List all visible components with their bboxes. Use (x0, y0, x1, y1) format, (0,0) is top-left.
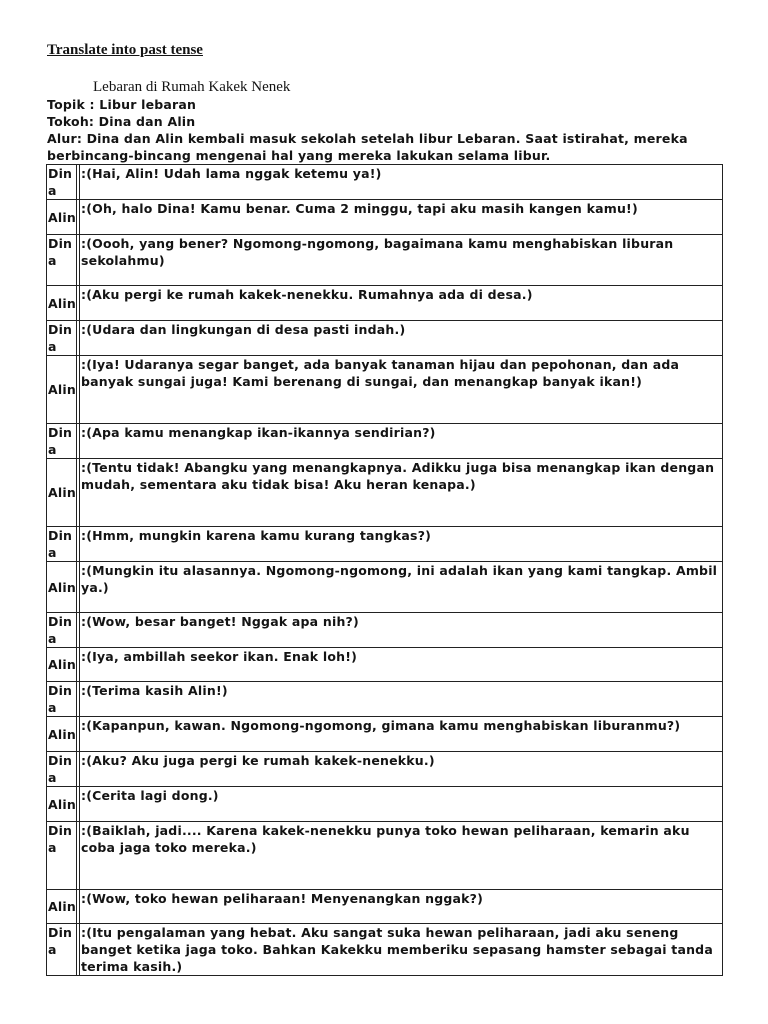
speaker-fragment: a (48, 253, 57, 268)
dialog-row (47, 286, 723, 321)
dialog-table (46, 164, 723, 976)
topic-line: Topik : Libur lebaran (47, 97, 197, 112)
speaker-cell: Alin (47, 286, 77, 321)
speaker-fragment: a (48, 339, 57, 354)
speaker-fragment: a (48, 183, 57, 198)
dialog-row (47, 321, 723, 356)
dialog-text-cell: :(Iya, ambillah seekor ikan. Enak loh!) (80, 648, 723, 682)
dialog-row (47, 459, 723, 527)
speaker-fragment: Din (48, 614, 73, 629)
speaker-fragment: a (48, 942, 57, 957)
speaker-fragment: a (48, 700, 57, 715)
dialog-row (47, 924, 723, 976)
speaker-cell (47, 682, 77, 717)
dialog-row (47, 787, 723, 822)
speaker-fragment: a (48, 631, 57, 646)
speaker-cell: Alin (47, 890, 77, 924)
dialog-row (47, 562, 723, 613)
dialog-row (47, 356, 723, 424)
dialog-row (47, 613, 723, 648)
dialog-text-cell: :(Aku pergi ke rumah kakek-nenekku. Rumahnya ada di desa.) (80, 286, 723, 321)
dialog-text-cell: :(Iya! Udaranya segar banget, ada banyak tanaman hijau dan pepohonan, dan ada banyak sungai juga! Kami berenang di sungai, dan menangkap banyak ikan!) (80, 356, 723, 424)
dialog-text-cell: :(Hmm, mungkin karena kamu kurang tangkas?) (80, 527, 723, 562)
dialog-text-cell: :(Tentu tidak! Abangku yang menangkapnya. Adikku juga bisa menangkap ikan dengan mudah, sementara aku tidak bisa! Aku heran kenapa.) (80, 459, 723, 527)
dialog-text-cell: :(Hai, Alin! Udah lama nggak ketemu ya!) (80, 165, 723, 200)
speaker-fragment: a (48, 770, 57, 785)
dialog-text-cell: :(Wow, besar banget! Nggak apa nih?) (80, 613, 723, 648)
speaker-cell: Alin (47, 787, 77, 822)
speaker-fragment: Din (48, 236, 73, 251)
dialog-text-cell: :(Baiklah, jadi.... Karena kakek-nenekku punya toko hewan peliharaan, kemarin aku coba jaga toko mereka.) (80, 822, 723, 890)
page-heading: Translate into past tense (47, 42, 203, 58)
dialog-text-cell: :(Aku? Aku juga pergi ke rumah kakek-nenekku.) (80, 752, 723, 787)
speaker-fragment: Din (48, 528, 73, 543)
speaker-cell (47, 424, 77, 459)
dialog-row (47, 200, 723, 235)
dialog-row (47, 527, 723, 562)
speaker-cell (47, 752, 77, 787)
dialog-row (47, 235, 723, 286)
speaker-fragment: Din (48, 925, 73, 940)
speaker-fragment: Din (48, 753, 73, 768)
speaker-fragment: Din (48, 322, 73, 337)
speaker-cell (47, 613, 77, 648)
dialog-row (47, 648, 723, 682)
dialog-row (47, 890, 723, 924)
speaker-cell: Alin (47, 200, 77, 235)
speaker-cell (47, 235, 77, 286)
speaker-cell (47, 165, 77, 200)
speaker-cell: Alin (47, 717, 77, 752)
dialog-text-cell: :(Oooh, yang bener? Ngomong-ngomong, bagaimana kamu menghabiskan liburan sekolahmu) (80, 235, 723, 286)
speaker-cell (47, 527, 77, 562)
dialog-row (47, 752, 723, 787)
speaker-fragment: Din (48, 683, 73, 698)
dialog-row (47, 424, 723, 459)
dialog-text-cell: :(Mungkin itu alasannya. Ngomong-ngomong, ini adalah ikan yang kami tangkap. Ambil ya.) (80, 562, 723, 613)
dialog-text-cell: :(Udara dan lingkungan di desa pasti indah.) (80, 321, 723, 356)
speaker-cell (47, 924, 77, 976)
story-title: Lebaran di Rumah Kakek Nenek (93, 79, 291, 95)
dialog-text-cell: :(Terima kasih Alin!) (80, 682, 723, 717)
speaker-fragment: a (48, 545, 57, 560)
dialog-text-cell: :(Itu pengalaman yang hebat. Aku sangat suka hewan peliharaan, jadi aku seneng banget ketika jaga toko. Bahkan Kakekku memberiku sepasang hamster sebagai tanda terima kasih.) (80, 924, 723, 976)
characters-line: Tokoh: Dina dan Alin (47, 114, 196, 129)
dialog-text-cell: :(Cerita lagi dong.) (80, 787, 723, 822)
speaker-cell (47, 822, 77, 890)
speaker-cell: Alin (47, 562, 77, 613)
speaker-cell: Alin (47, 459, 77, 527)
dialog-text-cell: :(Wow, toko hewan peliharaan! Menyenangkan nggak?) (80, 890, 723, 924)
dialog-row (47, 822, 723, 890)
speaker-fragment: Din (48, 823, 73, 838)
dialog-row (47, 165, 723, 200)
dialog-text-cell: :(Oh, halo Dina! Kamu benar. Cuma 2 minggu, tapi aku masih kangen kamu!) (80, 200, 723, 235)
dialog-row (47, 717, 723, 752)
dialog-row (47, 682, 723, 717)
plot-line: Alur: Dina dan Alin kembali masuk sekolah setelah libur Lebaran. Saat istirahat, mereka berbincang-bincang mengenai hal yang mereka lakukan selama libur. (47, 131, 688, 163)
speaker-fragment: a (48, 840, 57, 855)
speaker-fragment: Din (48, 425, 73, 440)
speaker-cell: Alin (47, 356, 77, 424)
speaker-cell: Alin (47, 648, 77, 682)
dialog-text-cell: :(Kapanpun, kawan. Ngomong-ngomong, gimana kamu menghabiskan liburanmu?) (80, 717, 723, 752)
speaker-cell (47, 321, 77, 356)
dialog-text-cell: :(Apa kamu menangkap ikan-ikannya sendirian?) (80, 424, 723, 459)
speaker-fragment: Din (48, 166, 73, 181)
speaker-fragment: a (48, 442, 57, 457)
